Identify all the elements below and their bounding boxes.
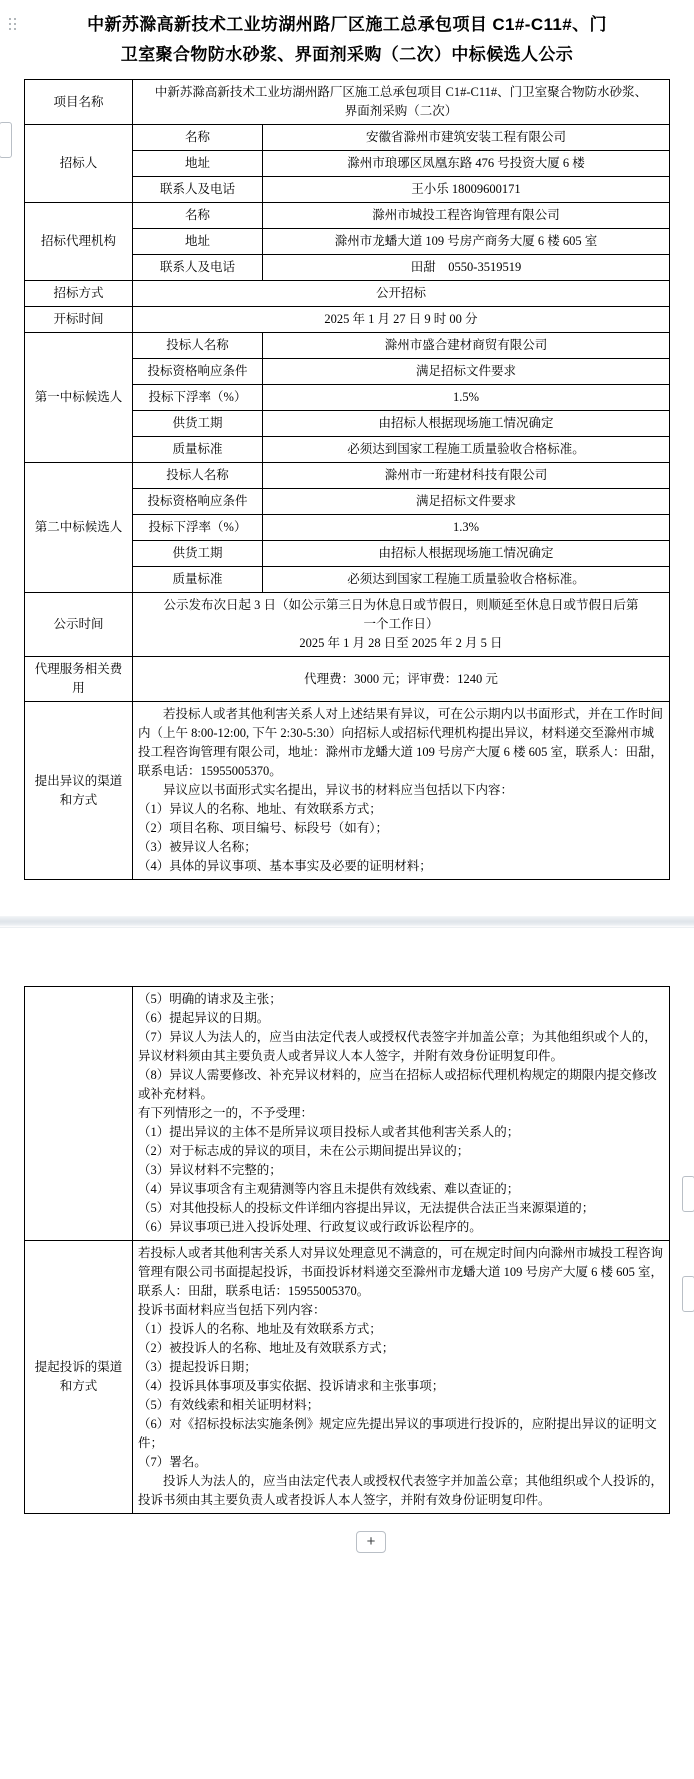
table-row-candidate2-name [25,463,670,489]
table-row-bid-method [25,281,670,307]
label-objection-channel [25,702,133,880]
value-bid-method: 公开招标 [133,281,670,307]
objection-refuse-item-3: （4）异议事项含有主观猜测等内容且未提供有效线索、难以查证的； [138,1182,520,1196]
objection-paragraph-3: 有下列情形之一的，不予受理： [138,1106,314,1120]
objection-item-1: （2）项目名称、项目编号、标段号（如有）； [138,821,389,835]
value-open-time: 2025 年 1 月 27 日 9 时 00 分 [133,307,670,333]
value-c1-supply-period: 由招标人根据现场施工情况确定 [263,411,670,437]
label-tenderee-contact: 联系人及电话 [133,177,263,203]
table-row-agency-name [25,203,670,229]
page-title [24,10,670,70]
label-c1-supply-period: 供货工期 [133,411,263,437]
value-c1-bidder-name: 滁州市盛合建材商贸有限公司 [263,333,670,359]
value-agency-name: 滁州市城投工程咨询管理有限公司 [263,203,670,229]
objection-item-5: （6）提起异议的日期。 [138,1011,270,1025]
value-agency-contact: 田甜 0550-3519519 [263,255,670,281]
label-complaint-channel [25,1241,133,1514]
page-title-line-1: 中新苏滁高新技术工业坊湖州路厂区施工总承包项目 C1#-C11#、门 [87,15,607,34]
objection-refuse-item-5: （6）异议事项已进入投诉处理、行政复议或行政诉讼程序的。 [138,1220,482,1234]
table-row-agency-fee [25,657,670,702]
value-tenderee-name: 安徽省滁州市建筑安装工程有限公司 [263,125,670,151]
complaint-item-0: （1）投诉人的名称、地址及有效联系方式； [138,1322,382,1336]
label-agency: 招标代理机构 [25,203,133,281]
complaint-item-3: （4）投诉具体事项及事实依据、投诉请求和主张事项； [138,1379,445,1393]
value-c1-quality-standard: 必须达到国家工程施工质量验收合格标准。 [263,437,670,463]
label-bid-method: 招标方式 [25,281,133,307]
label-c1-qualification: 投标资格响应条件 [133,359,263,385]
label-agency-fee-line-1: 代理服务相关费 [34,662,123,676]
value-c2-discount-rate: 1.3% [263,515,670,541]
label-agency-fee-line-2: 用 [72,681,85,695]
table-row-complaint-channel [25,1241,670,1514]
label-notice-time: 公示时间 [25,593,133,657]
value-c2-qualification: 满足招标文件要求 [263,489,670,515]
value-tenderee-contact: 王小乐 18009600171 [263,177,670,203]
value-c2-supply-period: 由招标人根据现场施工情况确定 [263,541,670,567]
page-break-separator [0,880,694,958]
table-row-open-time [25,307,670,333]
label-tenderee: 招标人 [25,125,133,203]
complaint-item-5: （6）对《招标投标法实施条例》规定应先提出异议的事项进行投诉的，应附提出异议的证明文件； [138,1417,657,1450]
objection-item-0: （1）异议人的名称、地址、有效联系方式； [138,802,382,816]
complaint-item-2: （3）提起投诉日期； [138,1360,257,1374]
complaint-paragraph-3: 投诉人为法人的，应当由法定代表人或授权代表签字并加盖公章；其他组织或个人投诉的，投诉书须由其主要负责人或者投诉人本人签字，并附有效身份证明复印件。 [138,1474,664,1507]
complaint-paragraph-2: 投诉书面材料应当包括下列内容： [138,1303,326,1317]
label-complaint-line-1: 提起投诉的渠道 [34,1360,123,1374]
value-c2-quality-standard: 必须达到国家工程施工质量验收合格标准。 [263,567,670,593]
label-c2-quality-standard: 质量标准 [133,567,263,593]
objection-paragraph-1: 若投标人或者其他利害关系人对上述结果有异议，可在公示期内以书面形式，并在工作时间内（上午 8:00-12:00, 下午 2:30-5:30）向招标人或招标代理机构提出异议，材料递交至滁州市城投工程咨询管理有限公司，地址：滁州市龙蟠大道 109 号房产大厦 6 楼 605 室，联系人：田甜，联系电话：15955005370。 [138,707,664,778]
table-row-tenderee-name [25,125,670,151]
value-c1-qualification: 满足招标文件要求 [263,359,670,385]
value-objection-continued [133,987,670,1241]
label-objection-line-1: 提出异议的渠道 [34,773,123,788]
document-page-2 [0,986,694,1570]
notice-time-line-2: 一个工作日） [363,617,439,631]
value-notice-time [133,593,670,657]
table-row-project-name [25,80,670,125]
objection-item-6: （7）异议人为法人的，应当由法定代表人或授权代表签字并加盖公章；为其他组织或个人的，异议材料须由其主要负责人或者异议人本人签字，并附有效身份证明复印件。 [138,1030,657,1063]
label-tenderee-address: 地址 [133,151,263,177]
table-row-candidate1-name [25,333,670,359]
label-agency-name: 名称 [133,203,263,229]
value-objection-channel [133,702,670,880]
objection-item-3: （4）具体的异议事项、基本事实及必要的证明材料； [138,859,432,873]
label-agency-fee [25,657,133,702]
page-break-shadow [0,916,694,928]
right-edge-handle-complaint[interactable] [682,1276,694,1312]
label-c2-qualification: 投标资格响应条件 [133,489,263,515]
label-candidate-2: 第二中标候选人 [25,463,133,593]
objection-refuse-item-2: （3）异议材料不完整的； [138,1163,282,1177]
value-tenderee-address: 滁州市琅琊区凤凰东路 476 号投资大厦 6 楼 [263,151,670,177]
label-objection-line-2: 和方式 [59,792,98,807]
page-title-line-2: 卫室聚合物防水砂浆、界面剂采购（二次）中标候选人公示 [120,45,574,64]
value-c1-discount-rate: 1.5% [263,385,670,411]
objection-refuse-item-1: （2）对于标志成的异议的项目，未在公示期间提出异议的； [138,1144,470,1158]
document-tail-space [0,1570,694,1642]
add-button[interactable]: + [356,1531,386,1553]
value-project-name [133,80,670,125]
label-complaint-line-2: 和方式 [59,1379,98,1393]
complaint-item-6: （7）署名。 [138,1455,207,1469]
label-project-name: 项目名称 [25,80,133,125]
value-agency-fee: 代理费：3000 元；评审费：1240 元 [133,657,670,702]
value-project-name-line-1: 中新苏滁高新技术工业坊湖州路厂区施工总承包项目 C1#-C11#、门卫室聚合物防水砂浆、 [154,85,648,99]
objection-item-7: （8）异议人需要修改、补充异议材料的，应当在招标人或招标代理机构规定的期限内提交修改或补充材料。 [138,1068,657,1101]
notice-time-line-3: 2025 年 1 月 28 日至 2025 年 2 月 5 日 [299,636,503,650]
announcement-table-page-2 [24,986,670,1514]
label-objection-continued [25,987,133,1241]
value-project-name-line-2: 界面剂采购（二次） [344,104,458,118]
complaint-item-4: （5）有效线索和相关证明材料； [138,1398,320,1412]
objection-paragraph-2: 异议应以书面形式实名提出，异议书的材料应当包括以下内容： [163,783,514,797]
label-c1-bidder-name: 投标人名称 [133,333,263,359]
label-agency-contact: 联系人及电话 [133,255,263,281]
objection-refuse-item-0: （1）提出异议的主体不是所异议项目投标人或者其他利害关系人的； [138,1125,520,1139]
label-c1-discount-rate: 投标下浮率（%） [133,385,263,411]
complaint-paragraph-1: 若投标人或者其他利害关系人对异议处理意见不满意的，可在规定时间内向滁州市城投工程咨询管理有限公司书面提起投诉，书面投诉材料递交至滁州市龙蟠大道 109 号房产大厦 6 楼 605 室，联系人：田甜，联系电话：15955005370。 [138,1246,664,1298]
announcement-table-page-1 [24,79,670,880]
label-c1-quality-standard: 质量标准 [133,437,263,463]
label-open-time: 开标时间 [25,307,133,333]
objection-refuse-item-4: （5）对其他投标人的投标文件详细内容提出异议，无法提供合法正当来源渠道的； [138,1201,595,1215]
table-row-objection-continued [25,987,670,1241]
label-c2-bidder-name: 投标人名称 [133,463,263,489]
add-row-container [24,1514,694,1570]
drag-handle-dots[interactable] [9,18,21,36]
value-c2-bidder-name: 滁州市一珩建材科技有限公司 [263,463,670,489]
label-c2-supply-period: 供货工期 [133,541,263,567]
label-tenderee-name: 名称 [133,125,263,151]
table-row-notice-time [25,593,670,657]
value-complaint-channel [133,1241,670,1514]
label-c2-discount-rate: 投标下浮率（%） [133,515,263,541]
right-edge-handle-objection[interactable] [682,1176,694,1212]
table-row-objection-channel [25,702,670,880]
document-page-1 [0,10,694,880]
label-candidate-1: 第一中标候选人 [25,333,133,463]
objection-item-4: （5）明确的请求及主张； [138,992,282,1006]
notice-time-line-1: 公示发布次日起 3 日（如公示第三日为休息日或节假日，则顺延至休息日或节假日后第 [163,598,639,612]
objection-item-2: （3）被异议人名称； [138,840,257,854]
complaint-item-1: （2）被投诉人的名称、地址及有效联系方式； [138,1341,395,1355]
value-agency-address: 滁州市龙蟠大道 109 号房产商务大厦 6 楼 605 室 [263,229,670,255]
label-agency-address: 地址 [133,229,263,255]
left-edge-handle[interactable] [0,122,12,158]
